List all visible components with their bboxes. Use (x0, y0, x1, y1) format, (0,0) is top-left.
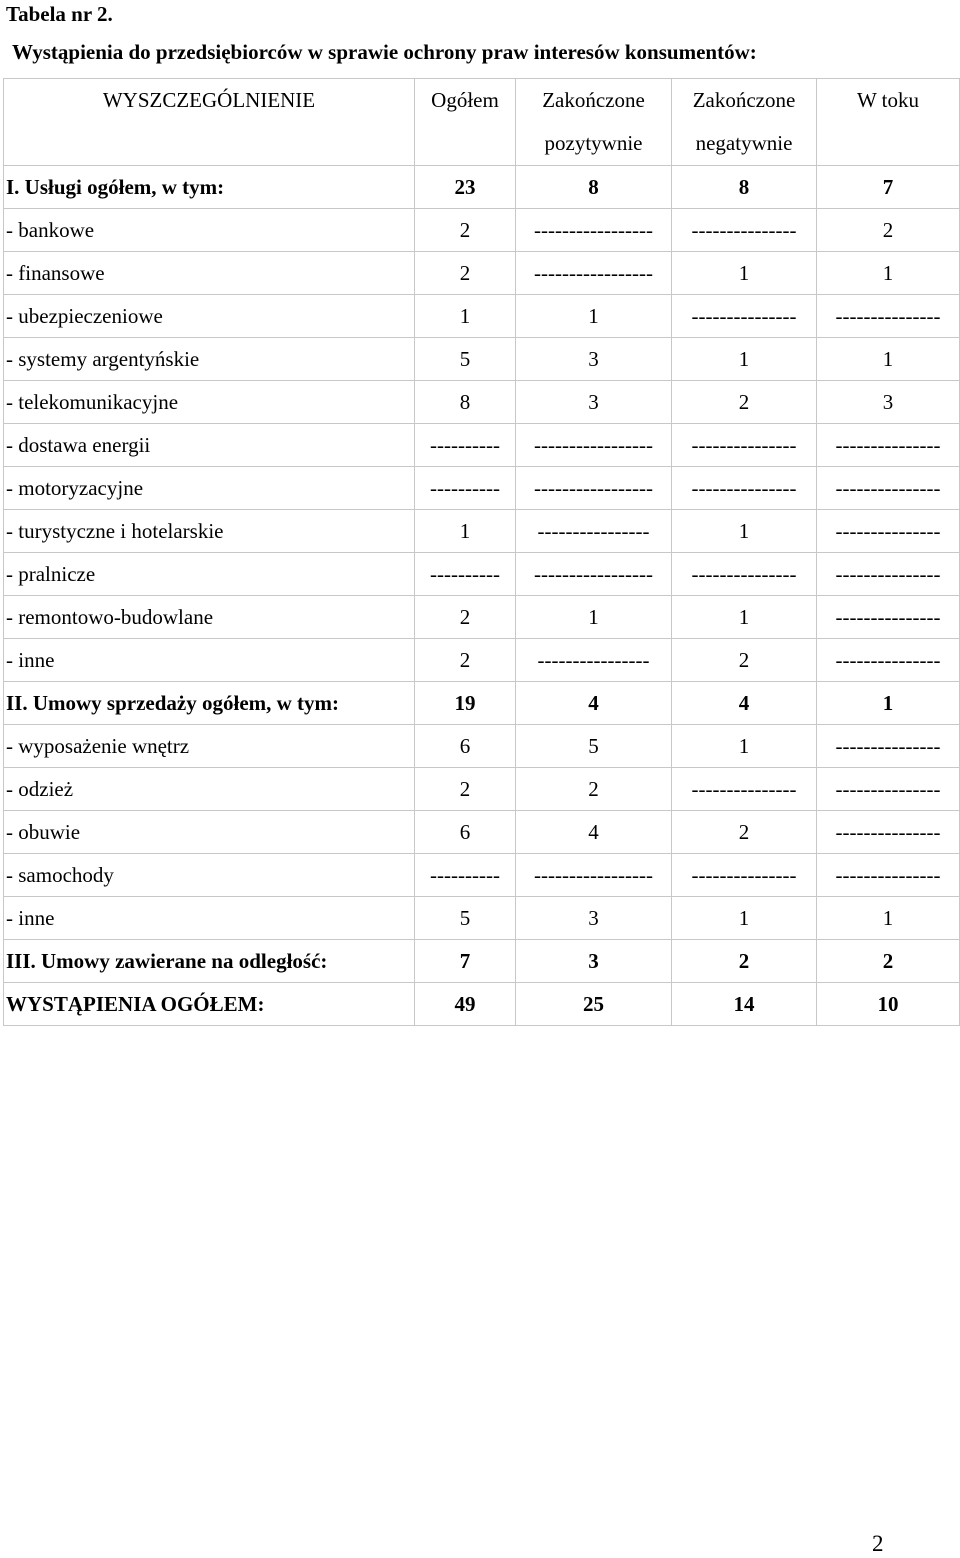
cell-positive: 3 (516, 381, 672, 424)
table-row (4, 854, 960, 897)
cell-positive: 1 (516, 596, 672, 639)
table-header-row (4, 79, 960, 166)
cell-total: 2 (415, 596, 516, 639)
cell-ongoing: --------------- (817, 811, 960, 854)
table-row (4, 166, 960, 209)
cell-negative: 8 (672, 166, 817, 209)
cell-positive: 25 (516, 983, 672, 1026)
cell-negative: --------------- (672, 768, 817, 811)
cell-ongoing: --------------- (817, 467, 960, 510)
table-row (4, 983, 960, 1026)
cell-ongoing: --------------- (817, 725, 960, 768)
cell-negative: 1 (672, 725, 817, 768)
cell-total: 2 (415, 209, 516, 252)
cell-negative: 1 (672, 510, 817, 553)
row-label: - inne (4, 897, 415, 940)
cell-positive: ----------------- (516, 467, 672, 510)
cell-negative: 2 (672, 639, 817, 682)
row-label: - ubezpieczeniowe (4, 295, 415, 338)
cell-total: 6 (415, 725, 516, 768)
cell-total: 6 (415, 811, 516, 854)
table-row (4, 381, 960, 424)
cell-total: 5 (415, 897, 516, 940)
table-row (4, 768, 960, 811)
table-row (4, 639, 960, 682)
cell-ongoing: --------------- (817, 510, 960, 553)
row-label: WYSTĄPIENIA OGÓŁEM: (4, 983, 415, 1026)
header-positive-line1: Zakończone (542, 88, 645, 112)
row-label: - inne (4, 639, 415, 682)
row-label: II. Umowy sprzedaży ogółem, w tym: (4, 682, 415, 725)
cell-ongoing: --------------- (817, 639, 960, 682)
row-label: - obuwie (4, 811, 415, 854)
cell-ongoing: 7 (817, 166, 960, 209)
cell-negative: 1 (672, 897, 817, 940)
row-label: - finansowe (4, 252, 415, 295)
cell-negative: 2 (672, 811, 817, 854)
header-negative (672, 79, 817, 166)
header-label: WYSZCZEGÓLNIENIE (4, 79, 415, 166)
cell-positive: ----------------- (516, 854, 672, 897)
row-label: - remontowo-budowlane (4, 596, 415, 639)
cell-negative: 2 (672, 381, 817, 424)
row-label: - samochody (4, 854, 415, 897)
header-positive (516, 79, 672, 166)
row-label: - turystyczne i hotelarskie (4, 510, 415, 553)
row-label: - telekomunikacyjne (4, 381, 415, 424)
cell-negative: 1 (672, 252, 817, 295)
cell-ongoing: 2 (817, 209, 960, 252)
table-row (4, 252, 960, 295)
row-label: - odzież (4, 768, 415, 811)
cell-total: 19 (415, 682, 516, 725)
cell-ongoing: --------------- (817, 295, 960, 338)
cell-ongoing: --------------- (817, 424, 960, 467)
cell-positive: 3 (516, 897, 672, 940)
row-label: I. Usługi ogółem, w tym: (4, 166, 415, 209)
table-row (4, 510, 960, 553)
cell-total: 1 (415, 295, 516, 338)
table-row (4, 553, 960, 596)
cell-negative: --------------- (672, 424, 817, 467)
row-label: - motoryzacyjne (4, 467, 415, 510)
cell-positive: 1 (516, 295, 672, 338)
table-row (4, 811, 960, 854)
table-row (4, 725, 960, 768)
row-label: - systemy argentyńskie (4, 338, 415, 381)
cell-negative: --------------- (672, 209, 817, 252)
cell-ongoing: 10 (817, 983, 960, 1026)
cell-total: 2 (415, 639, 516, 682)
cell-ongoing: --------------- (817, 768, 960, 811)
header-negative-line1: Zakończone (692, 88, 796, 112)
cell-positive: ----------------- (516, 424, 672, 467)
table-row (4, 596, 960, 639)
cell-negative: --------------- (672, 553, 817, 596)
cell-positive: 4 (516, 682, 672, 725)
cell-ongoing: 1 (817, 252, 960, 295)
row-label: - dostawa energii (4, 424, 415, 467)
cell-positive: 8 (516, 166, 672, 209)
cell-positive: ----------------- (516, 553, 672, 596)
cell-ongoing: 2 (817, 940, 960, 983)
cell-negative: --------------- (672, 854, 817, 897)
cell-negative: 1 (672, 338, 817, 381)
table-row (4, 682, 960, 725)
cell-positive: 2 (516, 768, 672, 811)
cell-ongoing: 1 (817, 682, 960, 725)
table-row (4, 209, 960, 252)
complaints-table (3, 78, 960, 1026)
cell-total: 49 (415, 983, 516, 1026)
header-positive-line2: pozytywnie (544, 131, 643, 155)
cell-negative: 2 (672, 940, 817, 983)
table-row (4, 424, 960, 467)
cell-positive: 4 (516, 811, 672, 854)
cell-total: 2 (415, 252, 516, 295)
row-label: - pralnicze (4, 553, 415, 596)
row-label: - wyposażenie wnętrz (4, 725, 415, 768)
row-label: - bankowe (4, 209, 415, 252)
cell-positive: ----------------- (516, 252, 672, 295)
cell-total: 8 (415, 381, 516, 424)
cell-ongoing: --------------- (817, 553, 960, 596)
cell-ongoing: 1 (817, 338, 960, 381)
cell-positive: 3 (516, 940, 672, 983)
cell-ongoing: 1 (817, 897, 960, 940)
cell-positive: 3 (516, 338, 672, 381)
table-row (4, 940, 960, 983)
cell-positive: ---------------- (516, 639, 672, 682)
cell-total: ---------- (415, 467, 516, 510)
table-body (4, 166, 960, 1026)
header-negative-line2: negatywnie (695, 131, 793, 155)
cell-ongoing: --------------- (817, 596, 960, 639)
table-row (4, 295, 960, 338)
cell-ongoing: --------------- (817, 854, 960, 897)
cell-negative: 1 (672, 596, 817, 639)
header-ongoing: W toku (817, 79, 960, 166)
cell-total: 1 (415, 510, 516, 553)
cell-total: 23 (415, 166, 516, 209)
cell-ongoing: 3 (817, 381, 960, 424)
cell-positive: ---------------- (516, 510, 672, 553)
table-row (4, 338, 960, 381)
cell-total: 7 (415, 940, 516, 983)
row-label: III. Umowy zawierane na odległość: (4, 940, 415, 983)
cell-positive: ----------------- (516, 209, 672, 252)
cell-total: 2 (415, 768, 516, 811)
table-row (4, 897, 960, 940)
cell-total: ---------- (415, 553, 516, 596)
cell-positive: 5 (516, 725, 672, 768)
page-number: 2 (872, 1531, 884, 1556)
cell-total: ---------- (415, 854, 516, 897)
cell-negative: --------------- (672, 467, 817, 510)
table-title: Wystąpienia do przedsiębiorców w sprawie ochrony praw interesów konsumentów: (12, 40, 757, 64)
header-total: Ogółem (415, 79, 516, 166)
cell-total: ---------- (415, 424, 516, 467)
cell-negative: 4 (672, 682, 817, 725)
table-row (4, 467, 960, 510)
cell-total: 5 (415, 338, 516, 381)
table-number-label: Tabela nr 2. (6, 2, 113, 26)
cell-negative: --------------- (672, 295, 817, 338)
cell-negative: 14 (672, 983, 817, 1026)
